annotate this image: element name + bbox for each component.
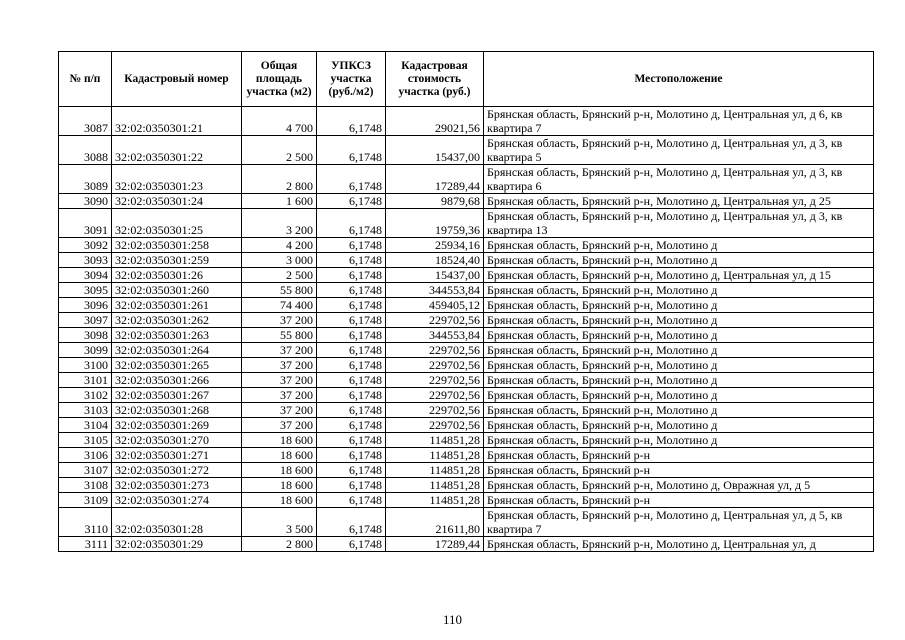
upksz-value: 6,1748 — [317, 194, 386, 209]
location-text: Брянская область, Брянский р-н, Молотино д, Центральная ул, д 5, кв квартира 7 — [484, 508, 874, 537]
area-value: 2 500 — [242, 268, 317, 283]
cadastral-value: 9879,68 — [386, 194, 484, 209]
row-number: 3109 — [59, 493, 112, 508]
upksz-value: 6,1748 — [317, 253, 386, 268]
location-text: Брянская область, Брянский р-н, Молотино д — [484, 283, 874, 298]
cadastral-value: 17289,44 — [386, 165, 484, 194]
area-value: 18 600 — [242, 448, 317, 463]
location-text: Брянская область, Брянский р-н, Молотино д — [484, 298, 874, 313]
area-value: 37 200 — [242, 403, 317, 418]
location-text: Брянская область, Брянский р-н — [484, 493, 874, 508]
upksz-value: 6,1748 — [317, 283, 386, 298]
table-row — [59, 238, 874, 253]
cadastral-number: 32:02:0350301:259 — [112, 253, 242, 268]
cadastral-value: 15437,00 — [386, 268, 484, 283]
page-number: 110 — [442, 612, 463, 627]
header-cadastral-value: Кадастровая стоимость участка (руб.) — [386, 52, 484, 107]
upksz-value: 6,1748 — [317, 403, 386, 418]
cadastral-number: 32:02:0350301:263 — [112, 328, 242, 343]
header-num: № п/п — [59, 52, 112, 107]
cadastral-number: 32:02:0350301:269 — [112, 418, 242, 433]
area-value: 37 200 — [242, 313, 317, 328]
area-value: 74 400 — [242, 298, 317, 313]
row-number: 3110 — [59, 508, 112, 537]
row-number: 3104 — [59, 418, 112, 433]
row-number: 3108 — [59, 478, 112, 493]
cadastral-value: 17289,44 — [386, 537, 484, 552]
table-row — [59, 253, 874, 268]
cadastral-number: 32:02:0350301:270 — [112, 433, 242, 448]
table-row — [59, 463, 874, 478]
area-value: 37 200 — [242, 343, 317, 358]
row-number: 3102 — [59, 388, 112, 403]
table-row — [59, 358, 874, 373]
upksz-value: 6,1748 — [317, 373, 386, 388]
cadastral-value: 25934,16 — [386, 238, 484, 253]
row-number: 3105 — [59, 433, 112, 448]
cadastral-value: 344553,84 — [386, 328, 484, 343]
row-number: 3096 — [59, 298, 112, 313]
table-body — [59, 107, 874, 552]
location-text: Брянская область, Брянский р-н, Молотино д, Овражная ул, д 5 — [484, 478, 874, 493]
cadastral-value: 21611,80 — [386, 508, 484, 537]
area-value: 2 800 — [242, 537, 317, 552]
header-area: Общая площадь участка (м2) — [242, 52, 317, 107]
upksz-value: 6,1748 — [317, 165, 386, 194]
cadastral-value: 229702,56 — [386, 388, 484, 403]
area-value: 37 200 — [242, 418, 317, 433]
row-number: 3095 — [59, 283, 112, 298]
area-value: 18 600 — [242, 433, 317, 448]
cadastral-number: 32:02:0350301:274 — [112, 493, 242, 508]
location-text: Брянская область, Брянский р-н, Молотино д — [484, 253, 874, 268]
table-row — [59, 136, 874, 165]
location-text: Брянская область, Брянский р-н, Молотино д, Центральная ул, д — [484, 537, 874, 552]
row-number: 3101 — [59, 373, 112, 388]
cadastral-value: 229702,56 — [386, 403, 484, 418]
location-text: Брянская область, Брянский р-н, Молотино д — [484, 418, 874, 433]
table-row — [59, 448, 874, 463]
area-value: 2 800 — [242, 165, 317, 194]
cadastral-table — [58, 51, 874, 552]
cadastral-number: 32:02:0350301:262 — [112, 313, 242, 328]
cadastral-number: 32:02:0350301:29 — [112, 537, 242, 552]
table-row — [59, 403, 874, 418]
upksz-value: 6,1748 — [317, 209, 386, 238]
upksz-value: 6,1748 — [317, 508, 386, 537]
cadastral-value: 114851,28 — [386, 463, 484, 478]
cadastral-number: 32:02:0350301:23 — [112, 165, 242, 194]
row-number: 3106 — [59, 448, 112, 463]
table-row — [59, 165, 874, 194]
cadastral-value: 229702,56 — [386, 373, 484, 388]
cadastral-number: 32:02:0350301:260 — [112, 283, 242, 298]
upksz-value: 6,1748 — [317, 328, 386, 343]
table-row — [59, 478, 874, 493]
upksz-value: 6,1748 — [317, 478, 386, 493]
cadastral-value: 229702,56 — [386, 418, 484, 433]
area-value: 37 200 — [242, 373, 317, 388]
table-row — [59, 298, 874, 313]
location-text: Брянская область, Брянский р-н, Молотино д — [484, 373, 874, 388]
row-number: 3098 — [59, 328, 112, 343]
area-value: 18 600 — [242, 478, 317, 493]
location-text: Брянская область, Брянский р-н — [484, 463, 874, 478]
table-row — [59, 283, 874, 298]
row-number: 3091 — [59, 209, 112, 238]
row-number: 3087 — [59, 107, 112, 136]
upksz-value: 6,1748 — [317, 298, 386, 313]
cadastral-number: 32:02:0350301:24 — [112, 194, 242, 209]
table-row — [59, 493, 874, 508]
cadastral-number: 32:02:0350301:261 — [112, 298, 242, 313]
location-text: Брянская область, Брянский р-н, Молотино д, Центральная ул, д 3, кв квартира 13 — [484, 209, 874, 238]
row-number: 3094 — [59, 268, 112, 283]
row-number: 3088 — [59, 136, 112, 165]
area-value: 18 600 — [242, 493, 317, 508]
table-row — [59, 388, 874, 403]
upksz-value: 6,1748 — [317, 418, 386, 433]
location-text: Брянская область, Брянский р-н, Молотино д — [484, 433, 874, 448]
cadastral-value: 344553,84 — [386, 283, 484, 298]
area-value: 37 200 — [242, 358, 317, 373]
upksz-value: 6,1748 — [317, 358, 386, 373]
table-row — [59, 313, 874, 328]
row-number: 3090 — [59, 194, 112, 209]
location-text: Брянская область, Брянский р-н, Молотино д, Центральная ул, д 6, кв квартира 7 — [484, 107, 874, 136]
area-value: 4 700 — [242, 107, 317, 136]
area-value: 55 800 — [242, 328, 317, 343]
table-row — [59, 268, 874, 283]
table-row — [59, 508, 874, 537]
upksz-value: 6,1748 — [317, 433, 386, 448]
location-text: Брянская область, Брянский р-н, Молотино д — [484, 388, 874, 403]
table-row — [59, 328, 874, 343]
area-value: 18 600 — [242, 463, 317, 478]
location-text: Брянская область, Брянский р-н, Молотино д — [484, 343, 874, 358]
cadastral-value: 18524,40 — [386, 253, 484, 268]
upksz-value: 6,1748 — [317, 238, 386, 253]
cadastral-value: 15437,00 — [386, 136, 484, 165]
cadastral-number: 32:02:0350301:265 — [112, 358, 242, 373]
cadastral-value: 114851,28 — [386, 433, 484, 448]
area-value: 37 200 — [242, 388, 317, 403]
header-cadastral-number: Кадастровый номер — [112, 52, 242, 107]
table-row — [59, 194, 874, 209]
row-number: 3099 — [59, 343, 112, 358]
cadastral-number: 32:02:0350301:26 — [112, 268, 242, 283]
upksz-value: 6,1748 — [317, 448, 386, 463]
row-number: 3111 — [59, 537, 112, 552]
table-header — [59, 52, 874, 107]
cadastral-value: 459405,12 — [386, 298, 484, 313]
upksz-value: 6,1748 — [317, 493, 386, 508]
area-value: 3 200 — [242, 209, 317, 238]
cadastral-number: 32:02:0350301:271 — [112, 448, 242, 463]
row-number: 3093 — [59, 253, 112, 268]
row-number: 3100 — [59, 358, 112, 373]
cadastral-value: 29021,56 — [386, 107, 484, 136]
cadastral-number: 32:02:0350301:273 — [112, 478, 242, 493]
row-number: 3107 — [59, 463, 112, 478]
cadastral-number: 32:02:0350301:267 — [112, 388, 242, 403]
table-row — [59, 209, 874, 238]
table-row — [59, 343, 874, 358]
upksz-value: 6,1748 — [317, 136, 386, 165]
cadastral-value: 229702,56 — [386, 343, 484, 358]
location-text: Брянская область, Брянский р-н, Молотино д — [484, 313, 874, 328]
table-row — [59, 107, 874, 136]
cadastral-value: 229702,56 — [386, 358, 484, 373]
location-text: Брянская область, Брянский р-н, Молотино д — [484, 403, 874, 418]
table-row — [59, 373, 874, 388]
cadastral-value: 114851,28 — [386, 493, 484, 508]
header-location: Местоположение — [484, 52, 874, 107]
upksz-value: 6,1748 — [317, 313, 386, 328]
location-text: Брянская область, Брянский р-н, Молотино д — [484, 328, 874, 343]
cadastral-value: 19759,36 — [386, 209, 484, 238]
upksz-value: 6,1748 — [317, 463, 386, 478]
row-number: 3092 — [59, 238, 112, 253]
cadastral-value: 229702,56 — [386, 313, 484, 328]
table-row — [59, 537, 874, 552]
upksz-value: 6,1748 — [317, 343, 386, 358]
location-text: Брянская область, Брянский р-н, Молотино д, Центральная ул, д 3, кв квартира 6 — [484, 165, 874, 194]
cadastral-number: 32:02:0350301:272 — [112, 463, 242, 478]
row-number: 3103 — [59, 403, 112, 418]
cadastral-number: 32:02:0350301:25 — [112, 209, 242, 238]
location-text: Брянская область, Брянский р-н, Молотино д, Центральная ул, д 15 — [484, 268, 874, 283]
row-number: 3089 — [59, 165, 112, 194]
cadastral-number: 32:02:0350301:22 — [112, 136, 242, 165]
upksz-value: 6,1748 — [317, 537, 386, 552]
area-value: 1 600 — [242, 194, 317, 209]
location-text: Брянская область, Брянский р-н, Молотино д, Центральная ул, д 25 — [484, 194, 874, 209]
area-value: 55 800 — [242, 283, 317, 298]
cadastral-number: 32:02:0350301:28 — [112, 508, 242, 537]
cadastral-number: 32:02:0350301:258 — [112, 238, 242, 253]
cadastral-number: 32:02:0350301:266 — [112, 373, 242, 388]
area-value: 2 500 — [242, 136, 317, 165]
cadastral-value: 114851,28 — [386, 448, 484, 463]
location-text: Брянская область, Брянский р-н, Молотино д — [484, 238, 874, 253]
row-number: 3097 — [59, 313, 112, 328]
upksz-value: 6,1748 — [317, 388, 386, 403]
area-value: 3 500 — [242, 508, 317, 537]
cadastral-number: 32:02:0350301:21 — [112, 107, 242, 136]
cadastral-number: 32:02:0350301:268 — [112, 403, 242, 418]
upksz-value: 6,1748 — [317, 107, 386, 136]
header-upksz: УПКСЗ участка (руб./м2) — [317, 52, 386, 107]
area-value: 4 200 — [242, 238, 317, 253]
cadastral-value: 114851,28 — [386, 478, 484, 493]
location-text: Брянская область, Брянский р-н — [484, 448, 874, 463]
location-text: Брянская область, Брянский р-н, Молотино д — [484, 358, 874, 373]
table-row — [59, 418, 874, 433]
area-value: 3 000 — [242, 253, 317, 268]
upksz-value: 6,1748 — [317, 268, 386, 283]
location-text: Брянская область, Брянский р-н, Молотино д, Центральная ул, д 3, кв квартира 5 — [484, 136, 874, 165]
cadastral-number: 32:02:0350301:264 — [112, 343, 242, 358]
table-row — [59, 433, 874, 448]
